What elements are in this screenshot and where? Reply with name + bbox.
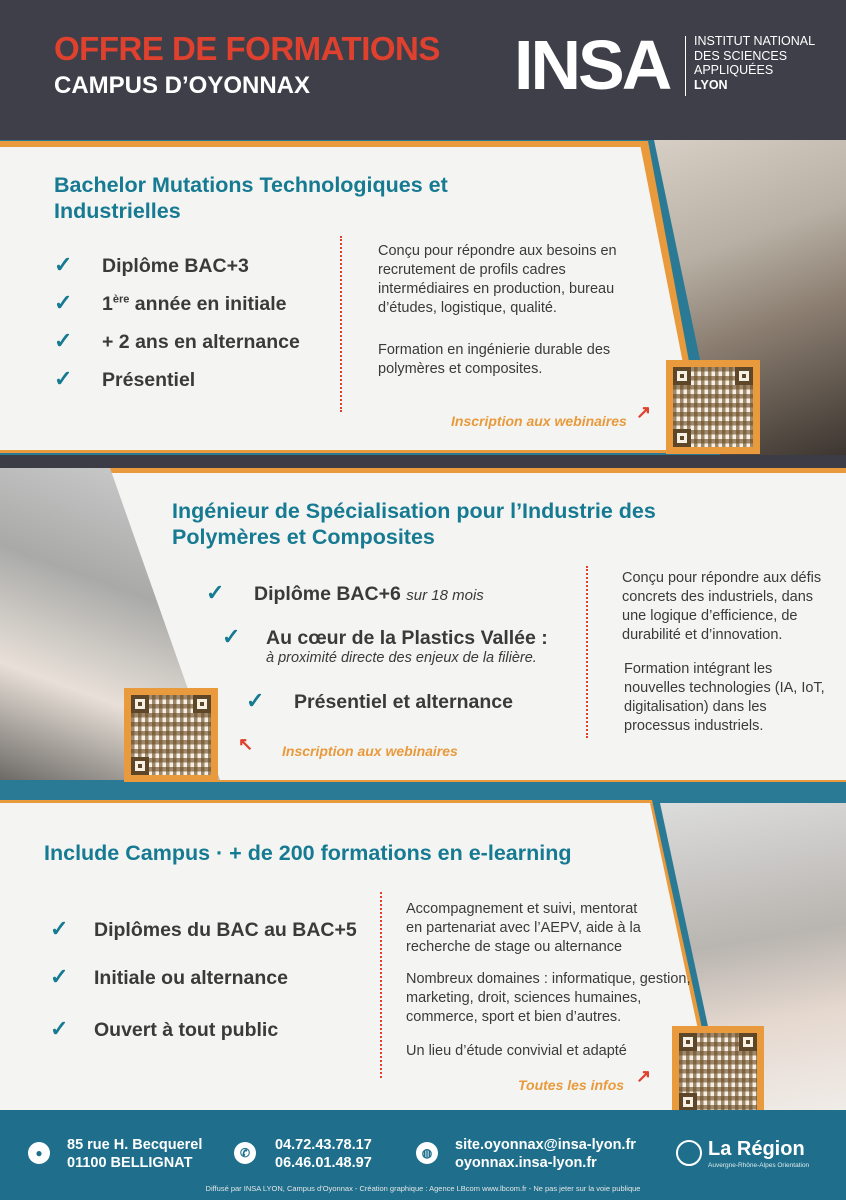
logo-line-1: INSTITUT NATIONAL bbox=[694, 34, 816, 48]
bachelor-para-1: Conçu pour répondre aux besoins en recrutement de profils cadres intermédiaires en production, bureau d’études, logistique, qualité. bbox=[378, 243, 617, 316]
qr-corner bbox=[679, 1033, 697, 1051]
ingenieur-webinar-link[interactable]: Inscription aux webinaires bbox=[282, 743, 458, 759]
qr-corner bbox=[679, 1093, 697, 1111]
check-icon: ✓ bbox=[246, 688, 265, 713]
include-qr-code[interactable] bbox=[672, 1026, 764, 1118]
bachelor-check-1 bbox=[54, 252, 249, 278]
include-divider bbox=[380, 892, 382, 1078]
check-label: + 2 ans en alternance bbox=[102, 331, 300, 353]
check-label bbox=[102, 293, 287, 316]
ingenieur-check-2 bbox=[222, 624, 548, 650]
check-label-pre: 1 bbox=[102, 293, 113, 315]
check-label: Présentiel bbox=[102, 369, 196, 391]
location-icon: ● bbox=[28, 1142, 50, 1164]
check-label: Diplômes du BAC au BAC+5 bbox=[94, 919, 357, 941]
arrow-icon: ↗ bbox=[636, 1066, 652, 1086]
footer-web bbox=[455, 1136, 636, 1172]
bachelor-para-2: Formation en ingénierie durable des polymères et composites. bbox=[378, 342, 611, 377]
arrow-icon: ↖ bbox=[238, 734, 254, 754]
email-link[interactable]: site.oyonnax@insa-lyon.fr bbox=[455, 1137, 636, 1153]
check-label-post: année en initiale bbox=[129, 293, 287, 315]
check-label: Ouvert à tout public bbox=[94, 1019, 279, 1041]
qr-pattern bbox=[679, 1033, 757, 1111]
qr-corner bbox=[739, 1033, 757, 1051]
bachelor-qr-code[interactable] bbox=[666, 360, 760, 454]
include-para-3: Un lieu d’étude convivial et adapté bbox=[406, 1043, 627, 1059]
arrow-icon: ↗ bbox=[636, 402, 652, 422]
logo-line-4: LYON bbox=[694, 77, 728, 92]
address-line-2: 01100 BELLIGNAT bbox=[67, 1155, 193, 1171]
qr-corner bbox=[673, 429, 691, 447]
website-link[interactable]: oyonnax.insa-lyon.fr bbox=[455, 1155, 597, 1171]
region-name: La Région bbox=[708, 1138, 805, 1160]
bachelor-title-line-2: Industrielles bbox=[54, 199, 181, 223]
footer-address bbox=[67, 1136, 202, 1172]
qr-pattern bbox=[673, 367, 753, 447]
ingenieur-check-2-sub: à proximité directe des enjeux de la filière. bbox=[266, 650, 537, 666]
logo-separator bbox=[685, 36, 686, 96]
qr-corner bbox=[193, 695, 211, 713]
address-line-1: 85 rue H. Becquerel bbox=[67, 1137, 203, 1153]
check-label-suffix: sur 18 mois bbox=[406, 587, 484, 604]
footer-phones bbox=[275, 1136, 372, 1172]
logo-line-2: DES SCIENCES bbox=[694, 48, 788, 63]
bachelor-divider bbox=[340, 236, 342, 412]
ingenieur-dark-strip bbox=[0, 455, 846, 469]
region-badge-icon bbox=[676, 1140, 702, 1166]
ingenieur-title-line-1: Ingénieur de Spécialisation pour l’Industrie des bbox=[172, 499, 656, 523]
check-label: Présentiel et alternance bbox=[294, 691, 513, 713]
include-check-3 bbox=[50, 1016, 278, 1042]
logo-line-3: APPLIQUÉES bbox=[694, 63, 774, 77]
check-label: Au cœur de la Plastics Vallée : bbox=[266, 627, 548, 649]
check-icon: ✓ bbox=[222, 624, 241, 649]
qr-corner bbox=[735, 367, 753, 385]
ingenieur-title bbox=[172, 498, 656, 550]
bachelor-title bbox=[54, 172, 448, 224]
check-icon: ✓ bbox=[54, 290, 73, 315]
header bbox=[0, 0, 846, 140]
ingenieur-title-line-2: Polymères et Composites bbox=[172, 525, 435, 549]
ingenieur-check-1 bbox=[206, 580, 484, 606]
include-para-1: Accompagnement et suivi, mentorat en partenariat avec l’AEPV, aide à la recherche de stage ou alternance bbox=[406, 901, 641, 955]
check-label bbox=[254, 583, 484, 606]
check-icon: ✓ bbox=[54, 366, 73, 391]
include-title: Include Campus · + de 200 formations en e-learning bbox=[44, 841, 572, 865]
insa-logo-text bbox=[694, 34, 815, 92]
check-label-main: Diplôme BAC+6 bbox=[254, 583, 401, 605]
check-icon: ✓ bbox=[54, 252, 73, 277]
ingenieur-para-1: Conçu pour répondre aux défis concrets des industriels, dans une logique d’efficience, de durabilité et d’innovation. bbox=[622, 570, 822, 643]
include-info-link[interactable]: Toutes les infos bbox=[518, 1077, 625, 1093]
insa-logo: INSA bbox=[514, 26, 670, 104]
include-para-2: Nombreux domaines : informatique, gestion, marketing, droit, sciences humaines, commerce, sport et bien d’autres. bbox=[406, 971, 691, 1025]
ingenieur-qr-code[interactable] bbox=[124, 688, 218, 782]
credits: Diffusé par INSA LYON, Campus d’Oyonnax - Création graphique : Agence LBcom www.lbcom.fr - Ne pas jeter sur la voie publique bbox=[205, 1184, 641, 1193]
region-subtitle: Auvergne-Rhône-Alpes Orientation bbox=[708, 1162, 810, 1169]
ingenieur-divider bbox=[586, 566, 588, 738]
bachelor-check-2 bbox=[54, 290, 287, 316]
check-icon: ✓ bbox=[54, 328, 73, 353]
check-label: Initiale ou alternance bbox=[94, 967, 288, 989]
qr-corner bbox=[131, 757, 149, 775]
ingenieur-para-2: Formation intégrant les nouvelles technologies (IA, IoT, digitalisation) dans les processus industriels. bbox=[624, 661, 825, 734]
include-check-2 bbox=[50, 964, 288, 990]
page-title: OFFRE DE FORMATIONS bbox=[54, 30, 440, 67]
phone-1[interactable]: 04.72.43.78.17 bbox=[275, 1137, 372, 1153]
bachelor-check-3 bbox=[54, 328, 300, 354]
bachelor-webinar-link[interactable]: Inscription aux webinaires bbox=[451, 413, 627, 429]
check-icon: ✓ bbox=[50, 964, 69, 989]
include-check-1 bbox=[50, 916, 357, 942]
page-subtitle: CAMPUS D’OYONNAX bbox=[54, 72, 311, 99]
globe-icon: ◍ bbox=[416, 1142, 438, 1164]
phone-2[interactable]: 06.46.01.48.97 bbox=[275, 1155, 372, 1171]
check-label: Diplôme BAC+3 bbox=[102, 255, 249, 277]
check-icon: ✓ bbox=[50, 1016, 69, 1041]
bachelor-title-line-1: Bachelor Mutations Technologiques et bbox=[54, 173, 448, 197]
qr-pattern bbox=[131, 695, 211, 775]
qr-corner bbox=[131, 695, 149, 713]
phone-icon: ✆ bbox=[234, 1142, 256, 1164]
bachelor-check-4 bbox=[54, 366, 195, 392]
check-label-sup: ère bbox=[112, 293, 130, 306]
check-icon: ✓ bbox=[50, 916, 69, 941]
qr-corner bbox=[673, 367, 691, 385]
check-icon: ✓ bbox=[206, 580, 225, 605]
ingenieur-check-3 bbox=[246, 688, 513, 714]
